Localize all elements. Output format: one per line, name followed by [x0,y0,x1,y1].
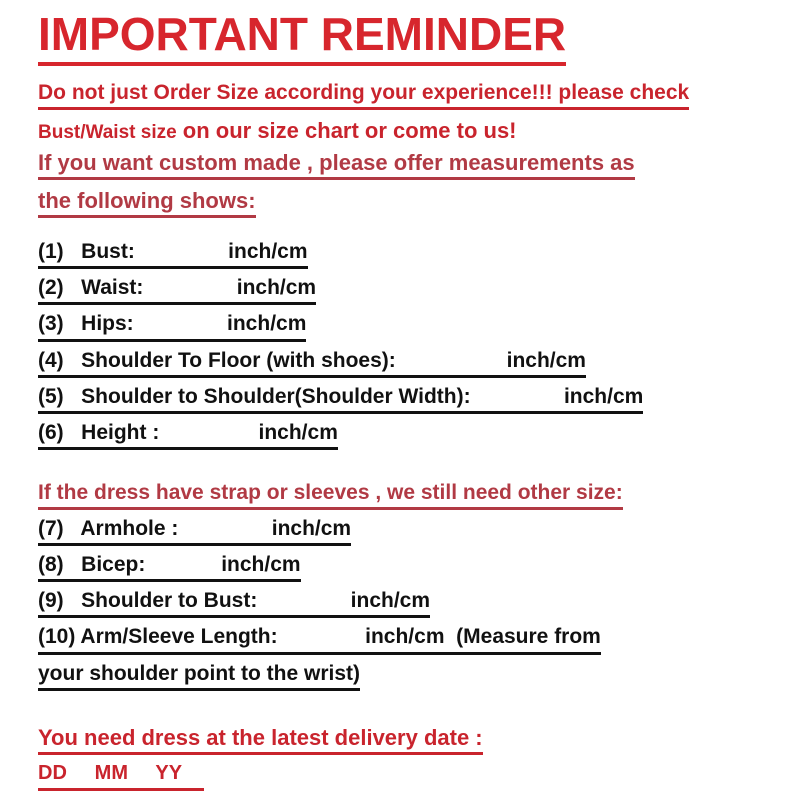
measurement-row-shoulder-to-floor: (4) Shoulder To Floor (with shoes): inch/cm [38,349,586,378]
measurement-row-height: (6) Height : inch/cm [38,421,338,450]
strap-section-heading: If the dress have strap or sleeves , we still need other size: [38,481,623,510]
measurement-row-shoulder-width: (5) Shoulder to Shoulder(Shoulder Width): inch/cm [38,385,643,414]
measurement-row-armhole: (7) Armhole : inch/cm [38,517,351,546]
measurement-row-bust: (1) Bust: inch/cm [38,240,308,269]
size-chart-rest: on our size chart or come to us! [176,117,517,143]
delivery-date-line: You need dress at the latest delivery date : [38,725,483,755]
size-chart-emphasis: Bust/Waist size [38,121,177,143]
order-warning-line: Do not just Order Size according your experience!!! please check [38,81,689,110]
measurement-list [38,240,780,450]
measurement-row-sleeve-length: (10) Arm/Sleeve Length: inch/cm (Measure from [38,625,601,654]
sleeve-note-continuation: your shoulder point to the wrist) [38,662,360,691]
date-placeholder-line: DD MM YY [38,761,204,791]
measurement-row-shoulder-to-bust: (9) Shoulder to Bust: inch/cm [38,589,430,618]
page-title: IMPORTANT REMINDER [38,10,566,66]
size-chart-line [38,119,517,144]
strap-measurement-list [38,517,780,691]
measurement-row-waist: (2) Waist: inch/cm [38,276,316,305]
measurement-row-bicep: (8) Bicep: inch/cm [38,553,301,582]
custom-made-line-1: If you want custom made , please offer measurements as [38,151,635,180]
custom-made-line-2: the following shows: [38,189,256,218]
measurement-row-hips: (3) Hips: inch/cm [38,312,306,341]
